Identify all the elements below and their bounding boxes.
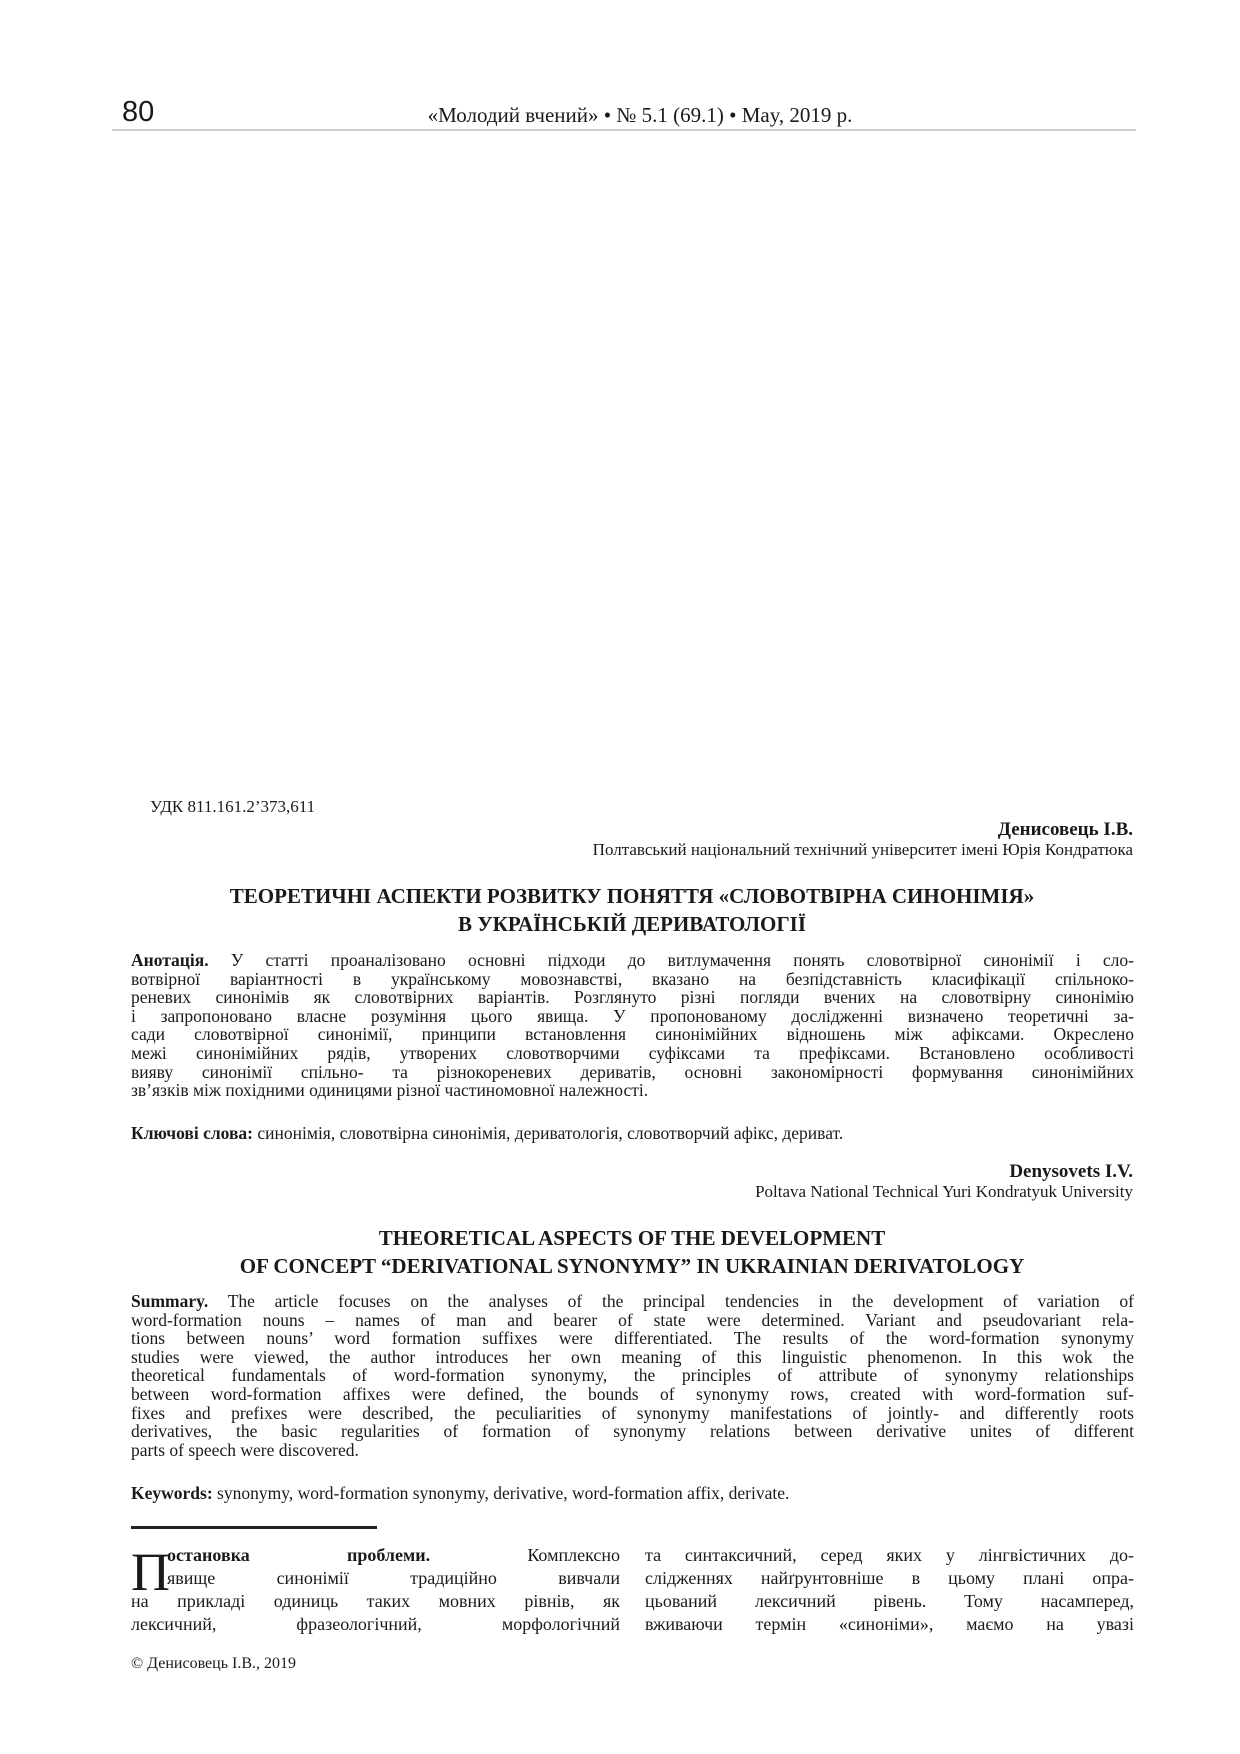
- abstract-line: реневих синонімів як словотвірних варіантів. Розглянуто різні погляди вчених на словотвірну синонімію: [131, 987, 1134, 1008]
- title-ua-line: ТЕОРЕТИЧНІ АСПЕКТИ РОЗВИТКУ ПОНЯТТЯ «СЛОВОТВІРНА СИНОНІМІЯ»: [229, 884, 1035, 908]
- author-en: Denysovets I.V.: [1009, 1161, 1133, 1182]
- author-ua: Денисовець І.В.: [997, 819, 1133, 840]
- summary-en: [131, 1292, 1134, 1459]
- udk-code: УДК 811.161.2’373,611: [150, 797, 316, 816]
- summary-label: Summary.: [131, 1291, 209, 1311]
- summary-line: parts of speech were discovered.: [131, 1439, 359, 1460]
- body-line: Комплексно: [430, 1545, 621, 1565]
- abstract-line: вияву синонімії спільно- та різнокореневих дериватів, основні закономірності формування синонімійних: [131, 1061, 1134, 1082]
- abstract-label: Анотація.: [131, 950, 209, 970]
- running-header: «Молодий вчений» • № 5.1 (69.1) • May, 2019 р.: [427, 103, 853, 127]
- abstract-line: і запропоновано власне розуміння цього явища. У пропонованому дослідженні визначено теоретичні за-: [131, 1005, 1134, 1026]
- copyright: © Денисовець І.В., 2019: [131, 1655, 297, 1672]
- keywords-text: synonymy, word-formation synonymy, derivative, word-formation affix, derivate.: [212, 1483, 790, 1503]
- body-line: слідженнях найґрунтовніше в цьому плані опра-: [645, 1568, 1134, 1588]
- keywords-label: Keywords:: [131, 1483, 213, 1503]
- summary-line: The article focuses on the analyses of the principal tendencies in the development of variation of: [208, 1291, 1134, 1311]
- abstract-line: У статті проаналізовано основні підходи до витлумачення понять словотвірної синонімії і сло-: [208, 950, 1134, 970]
- title-ua-line: В УКРАЇНСЬКІЙ ДЕРИВАТОЛОГІЇ: [457, 912, 807, 936]
- header-rule: [112, 129, 1136, 131]
- page-number: 80: [122, 96, 155, 128]
- body-line: вживаючи термін «синоніми», маємо на увазі: [645, 1614, 1134, 1634]
- summary-line: word-formation nouns – names of man and bearer of state were determined. Variant and pseudovariant rela-: [131, 1309, 1134, 1330]
- keywords-text: синонімія, словотвірна синонімія, дериватологія, словотворчий афікс, дериват.: [253, 1123, 844, 1143]
- footnote-rule: [131, 1526, 377, 1529]
- title-en-line: THEORETICAL ASPECTS OF THE DEVELOPMENT: [378, 1226, 886, 1250]
- keywords-ua: [131, 1123, 843, 1144]
- abstract-line: межі синонімійних рядів, утворених словотворчими суфіксами та префіксами. Встановлено особливості: [131, 1042, 1134, 1063]
- abstract-line: сади словотвірної синонімії, принципи встановлення синонімійних відношень між афіксами. Окреслено: [131, 1024, 1134, 1045]
- title-en: [0, 1224, 1240, 1280]
- summary-line: between word-formation affixes were defined, the bounds of synonymy rows, created with word-formation suf-: [131, 1383, 1134, 1404]
- affiliation-en: Poltava National Technical Yuri Kondratyuk University: [755, 1182, 1133, 1201]
- title-ua: [0, 882, 1240, 938]
- body-column-left: [131, 1544, 620, 1636]
- body-line: цьований лексичний рівень. Тому насамперед,: [645, 1591, 1134, 1611]
- summary-line: derivatives, the basic regularities of formation of synonymy relations between derivative unites of different: [131, 1421, 1134, 1442]
- body-line: та синтаксичний, серед яких у лінгвістичних до-: [645, 1545, 1134, 1565]
- summary-line: fixes and prefixes were described, the peculiarities of synonymy manifestations of jointly- and differently roots: [131, 1402, 1134, 1423]
- keywords-label: Ключові слова:: [131, 1123, 254, 1143]
- body-line: лексичний, фразеологічний, морфологічний: [131, 1614, 620, 1634]
- keywords-en: [131, 1483, 789, 1504]
- body-line: явище синонімії традиційно вивчали: [167, 1568, 620, 1588]
- abstract-line: зв’язків між похідними одиницями різної частиномовної належності.: [131, 1080, 649, 1101]
- drop-cap: П: [131, 1542, 170, 1602]
- summary-line: theoretical fundamentals of word-formation synonymy, the principles of attribute of synonymy relationships: [131, 1365, 1134, 1386]
- abstract-line: вотвірної варіантності в українському мовознавстві, вказано на безпідставність класифікації спільноко-: [131, 968, 1134, 989]
- body-line: на прикладі одиниць таких мовних рівнів, як: [131, 1591, 620, 1611]
- summary-line: studies were viewed, the author introduces her own meaning of this linguistic phenomenon. In this wok the: [131, 1346, 1134, 1367]
- summary-line: tions between nouns’ word formation suffixes were differentiated. The results of the word-formation synonymy: [131, 1328, 1134, 1349]
- title-en-line: OF CONCEPT “DERIVATIONAL SYNONYMY” IN UKRAINIAN DERIVATOLOGY: [239, 1254, 1025, 1278]
- section-heading: остановка проблеми.: [167, 1545, 431, 1565]
- affiliation-ua: Полтавський національний технічний університет імені Юрія Кондратюка: [592, 840, 1133, 859]
- abstract-ua: [131, 951, 1134, 1100]
- body-column-right: [645, 1544, 1134, 1636]
